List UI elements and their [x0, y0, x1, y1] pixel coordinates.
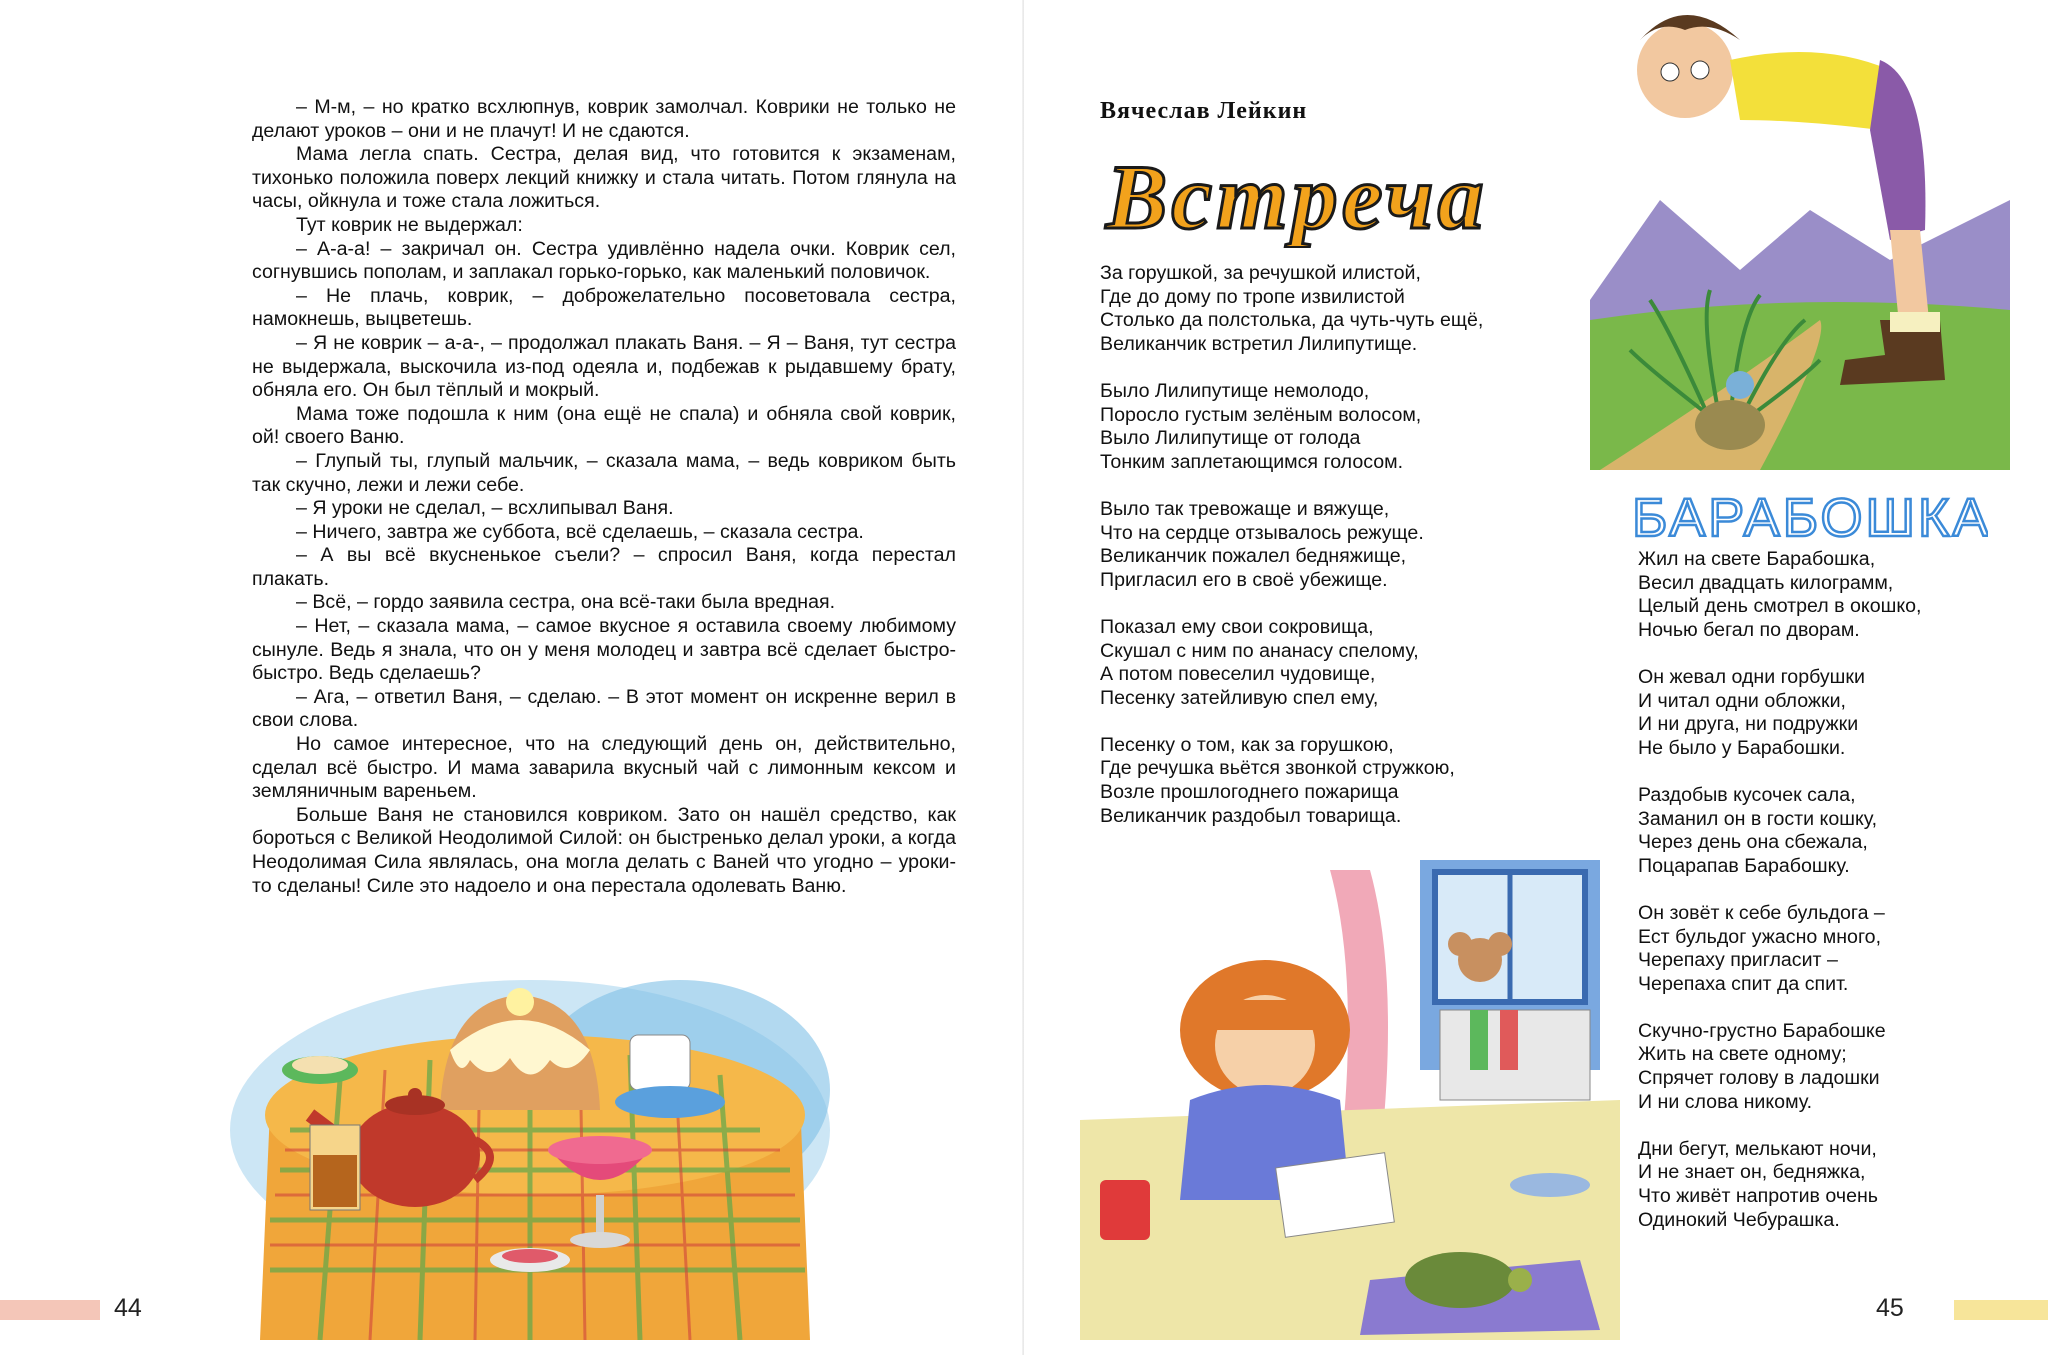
stanza — [1100, 380, 1483, 474]
poem-line: Где речушка вьётся звонкой стружкою, — [1100, 757, 1455, 780]
story-paragraph: – Нет, – сказала мама, – самое вкусное я оставила своему любимому сынуле. Ведь я знала, что он у меня молодец и завтра всё сделает быстро-быстро. Ведь сделаешь? — [252, 615, 956, 685]
poem-line: За горушкой, за речушкой илистой, — [1100, 262, 1421, 284]
poem-line: Столько да полстолька, да чуть-чуть ещё, — [1100, 309, 1484, 332]
story-paragraph: – М-м, – но кратко всхлюпнув, коврик замолчал. Коврики не только не делают уроков – они и не плачут! И не сдаются. — [252, 96, 956, 142]
poem-line: А потом повеселил чудовище, — [1100, 663, 1376, 686]
poem-line: И ни друга, ни подружки — [1638, 713, 1859, 736]
poem-line: Было Лилипутище немолодо, — [1100, 379, 1370, 402]
right-page-bar — [1954, 1300, 2048, 1320]
poem-line: Что живёт напротив очень — [1638, 1185, 1878, 1208]
poem-line: Пригласил его в своё убежище. — [1100, 568, 1388, 591]
poem-line: Через день она сбежала, — [1638, 831, 1868, 854]
poem-line: Жить на свете одному; — [1638, 1043, 1847, 1066]
poem-line: Что на сердце отзывалось режуще. — [1100, 521, 1424, 544]
poem-line: Песенку о том, как за горушкою, — [1100, 733, 1394, 756]
poem-line: Он зовёт к себе бульдога – — [1638, 901, 1885, 924]
story-paragraph: – Всё, – гордо заявила сестра, она всё-таки была вредная. — [296, 591, 836, 614]
poem-line: Выло Лилипутище от голода — [1100, 427, 1361, 450]
poem-line: Поцарапав Барабошку. — [1638, 854, 1850, 877]
poem-line: Ночью бегал по дворам. — [1638, 618, 1860, 641]
story-paragraph: – Не плачь, коврик, – доброжелательно посоветовала сестра, намокнешь, выцветешь. — [252, 284, 956, 331]
story-paragraph: – А вы всё вкусненькое съели? – спросил Ваня, когда перестал плакать. — [252, 544, 956, 590]
poem-line: Раздобыв кусочек сала, — [1638, 783, 1856, 806]
story-paragraph: Но самое интересное, что на следующий день он, действительно, сделал всё быстро. И мама заварила вкусный чай с лимонным кексом и земляничным вареньем. — [252, 733, 956, 803]
poem-title-text: Встреча — [1106, 148, 1488, 248]
giant-boy-illustration — [1590, 0, 2010, 470]
poem-line: И ни слова никому. — [1638, 1090, 1813, 1113]
poem-line: Черепаху пригласит – — [1638, 949, 1838, 972]
poem-line: Скушал с ним по ананасу спелому, — [1100, 639, 1419, 662]
stanza — [1638, 784, 1921, 878]
stanza — [1638, 1020, 1921, 1114]
poem-line: Тонким заплетающимся голосом. — [1100, 450, 1404, 473]
poem-line: Показал ему свои сокровища, — [1100, 615, 1374, 638]
stanza — [1100, 734, 1483, 828]
poem-line: Заманил он в гости кошку, — [1638, 807, 1878, 830]
poem-body — [1100, 262, 1483, 852]
story-paragraph: – Ага, – ответил Ваня, – сделаю. – В этот момент он искренне верил в свои слова. — [252, 685, 956, 732]
stanza — [1638, 902, 1921, 996]
story-paragraph: Тут коврик не выдержал: — [296, 213, 523, 236]
poem-line: Целый день смотрел в окошко, — [1638, 595, 1922, 618]
page-number: 44 — [114, 1294, 142, 1322]
poem-line: Великанчик раздобыл товарища. — [1100, 804, 1402, 827]
left-page-bar — [0, 1300, 100, 1320]
stanza — [1100, 262, 1483, 356]
story-paragraph: – Ничего, завтра же суббота, всё сделаешь, – сказала сестра. — [296, 520, 864, 543]
story-paragraph: – Глупый ты, глупый мальчик, – сказала мама, – ведь ковриком быть так скучно, лежи и лежи себе. — [252, 449, 956, 496]
poem-line: Возле прошлогоднего пожарища — [1100, 781, 1399, 804]
poem-line: Не было у Барабошки. — [1638, 736, 1846, 759]
poem-line: Спрячет голову в ладошки — [1638, 1067, 1880, 1090]
stanza — [1638, 1138, 1921, 1232]
page-number: 45 — [1876, 1294, 1904, 1322]
tea-table-illustration — [200, 940, 840, 1340]
poem-line: Дни бегут, мелькают ночи, — [1638, 1137, 1877, 1160]
poem-line: И читал одни обложки, — [1638, 689, 1846, 712]
poem2-title — [1628, 480, 1988, 550]
story-paragraph: – Я не коврик – а-а-, – продолжал плакать Ваня. – Я – Ваня, тут сестра не выдержала, выскочила из-под одеяла и, подбежав к рыдавшему брату, обняла его. Он был тёплый и мокрый. — [252, 331, 956, 402]
poem-line: Весил двадцать килограмм, — [1638, 571, 1894, 594]
poem-line: И не знает он, бедняжка, — [1638, 1161, 1866, 1184]
story-paragraph: Больше Ваня не становился ковриком. Зато он нашёл средство, как бороться с Великой Неодолимой Силой: он быстренько делал уроки, а когда Неодолимая Сила являлась, она могла делать с Ваней что угодно – уроки-то сделаны! Силе это надоело и она перестала одолевать Ваню. — [252, 803, 956, 897]
poem2-body — [1638, 548, 1921, 1256]
poem-line: Ест бульдог ужасно много, — [1638, 925, 1882, 948]
stanza — [1100, 498, 1483, 592]
stanza — [1100, 616, 1483, 710]
story-paragraph: – А-а-а! – закричал он. Сестра удивлённо надела очки. Коврик сел, согнувшись пополам, и заплакал горько-горько, как маленький половичок. — [252, 237, 956, 284]
stanza — [1638, 548, 1921, 642]
poem2-title-text: БАРАБОШКА — [1632, 488, 1988, 548]
poem-line: Скучно-грустно Барабошке — [1638, 1019, 1886, 1042]
poem-title — [1100, 148, 1520, 248]
poem-line: Песенку затейливую спел ему, — [1100, 686, 1379, 709]
poem-line: Великанчик встретил Лилипутище. — [1100, 332, 1418, 355]
poem-line: Одинокий Чебурашка. — [1638, 1208, 1840, 1231]
poem-line: Где до дому по тропе извилистой — [1100, 285, 1405, 308]
poem-line: Великанчик пожалел бедняжище, — [1100, 545, 1407, 568]
girl-window-illustration — [1080, 860, 1620, 1340]
story-text — [252, 96, 956, 898]
poem-line: Он жевал одни горбушки — [1638, 665, 1865, 688]
story-paragraph: Мама легла спать. Сестра, делая вид, что готовится к экзаменам, тихонько положила поверх лекций книжку и стала читать. Потом глянула на часы, ойкнула и тоже стала ложиться. — [252, 143, 956, 213]
story-paragraph: Мама тоже подошла к ним (она ещё не спала) и обняла свой коврик, ой! своего Ваню. — [252, 402, 956, 449]
poem-line: Поросло густым зелёным волосом, — [1100, 403, 1422, 426]
story-paragraph: – Я уроки не сделал, – всхлипывал Ваня. — [296, 497, 674, 520]
poem-line: Жил на свете Барабошка, — [1638, 548, 1876, 570]
author-name: Вячеслав Лейкин — [1100, 98, 1308, 124]
poem-line: Черепаха спит да спит. — [1638, 972, 1849, 995]
stanza — [1638, 666, 1921, 760]
poem-line: Выло так тревожаще и вяжуще, — [1100, 497, 1390, 520]
